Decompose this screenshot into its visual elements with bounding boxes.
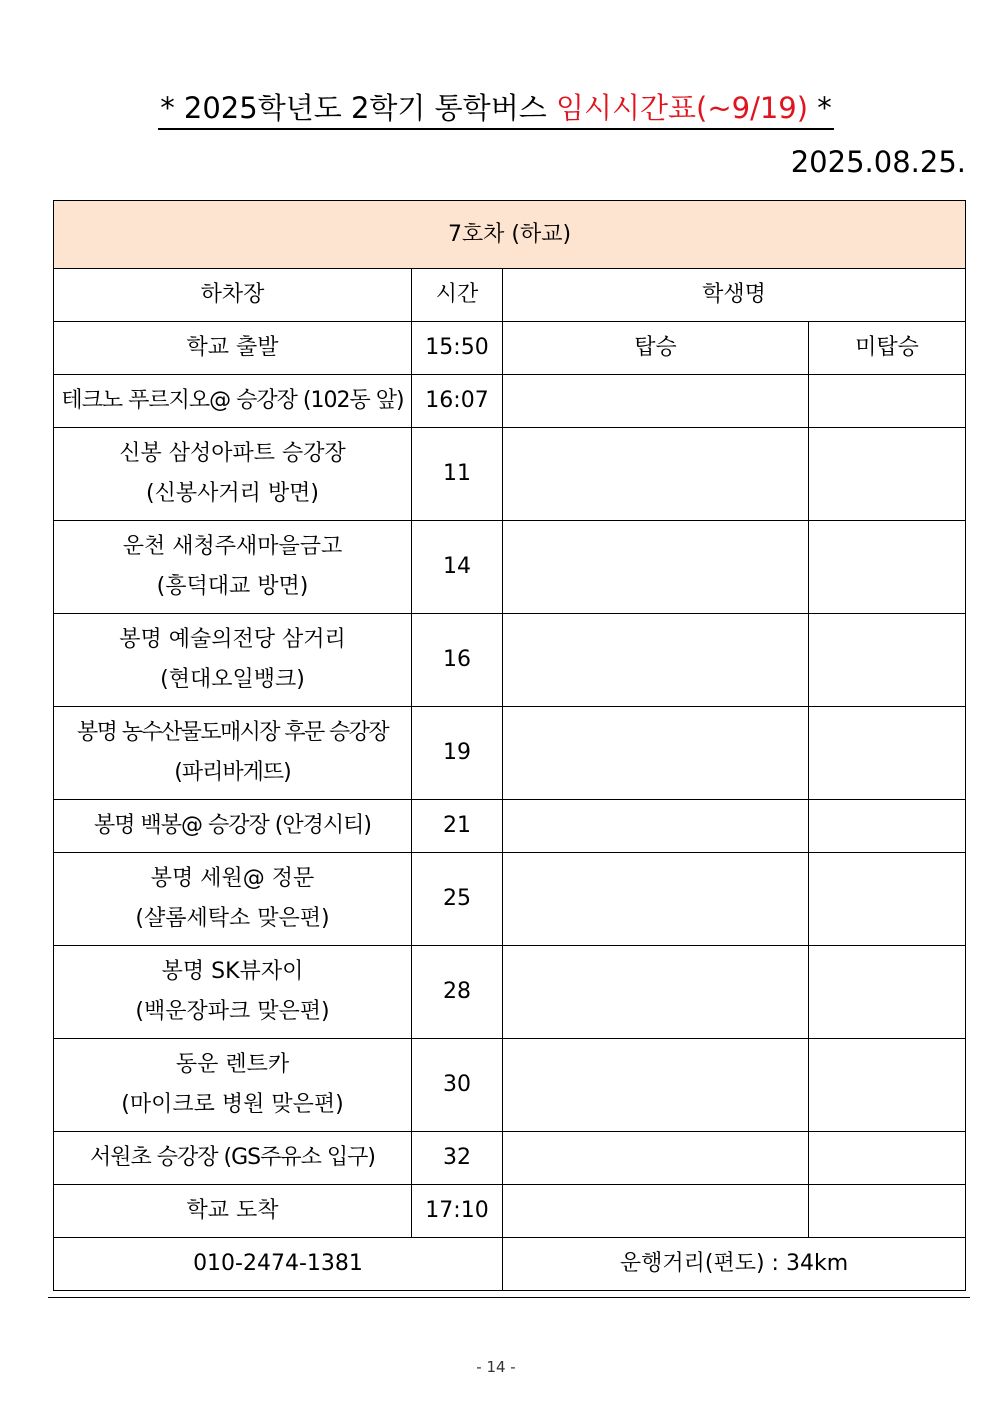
stop-name-line2: (마이크로 병원 맞은편) <box>121 1092 344 1117</box>
stop-time: 21 <box>412 800 503 853</box>
noboard-cell[interactable] <box>809 1132 966 1185</box>
arrival-time: 17:10 <box>412 1185 503 1238</box>
stop-name-line2: (파리바게뜨) <box>174 760 291 785</box>
footer-row <box>54 1238 966 1291</box>
stop-row <box>54 614 966 707</box>
stop-name-line1: 운천 새청주새마을금고 <box>122 534 343 559</box>
noboard-cell[interactable] <box>809 1039 966 1132</box>
title-highlight: 임시시간표(~9/19) <box>555 91 809 125</box>
stop-row <box>54 707 966 800</box>
title-prefix: * 2025학년도 2학기 통학버스 <box>160 91 556 125</box>
bottom-divider <box>48 1297 970 1298</box>
header-stop: 하차장 <box>54 269 412 322</box>
board-cell[interactable] <box>503 1039 809 1132</box>
stop-name-line1: 봉명 세원@ 정문 <box>150 866 315 891</box>
stop-row <box>54 1132 966 1185</box>
bus-title: 7호차 (하교) <box>54 201 966 269</box>
board-cell[interactable] <box>503 375 809 428</box>
stop-name <box>54 800 412 853</box>
stop-time: 16 <box>412 614 503 707</box>
noboard-cell[interactable] <box>809 614 966 707</box>
arrival-label: 학교 도착 <box>54 1185 412 1238</box>
board-cell[interactable] <box>503 800 809 853</box>
board-cell[interactable] <box>503 428 809 521</box>
stop-time: 30 <box>412 1039 503 1132</box>
board-cell[interactable] <box>503 521 809 614</box>
stop-name-line1: 서원초 승강장 (GS주유소 입구) <box>90 1145 375 1170</box>
board-cell[interactable] <box>503 853 809 946</box>
stop-name-line1: 봉명 백봉@ 승강장 (안경시티) <box>94 813 371 838</box>
stop-name <box>54 1039 412 1132</box>
bus-title-row <box>54 201 966 269</box>
noboard-cell[interactable] <box>809 375 966 428</box>
board-cell[interactable] <box>503 946 809 1039</box>
board-header: 탑승 <box>503 322 809 375</box>
stop-row <box>54 800 966 853</box>
stop-name-line1: 테크노 푸르지오@ 승강장 (102동 앞) <box>61 388 404 413</box>
title-suffix: * <box>808 91 832 125</box>
stop-row <box>54 853 966 946</box>
header-row <box>54 269 966 322</box>
stop-row <box>54 1039 966 1132</box>
stop-row <box>54 428 966 521</box>
stop-name-line2: (신봉사거리 방면) <box>146 481 319 506</box>
noboard-cell[interactable] <box>809 1185 966 1238</box>
noboard-cell[interactable] <box>809 800 966 853</box>
header-time: 시간 <box>412 269 503 322</box>
board-cell[interactable] <box>503 614 809 707</box>
stop-name <box>54 428 412 521</box>
header-students: 학생명 <box>503 269 966 322</box>
noboard-cell[interactable] <box>809 853 966 946</box>
stop-name-line1: 신봉 삼성아파트 승강장 <box>119 441 346 466</box>
stop-name <box>54 946 412 1039</box>
stop-name-line2: (흥덕대교 방면) <box>156 574 309 599</box>
stop-time: 11 <box>412 428 503 521</box>
stop-name <box>54 521 412 614</box>
stop-row <box>54 375 966 428</box>
board-cell[interactable] <box>503 1132 809 1185</box>
stop-row <box>54 946 966 1039</box>
stop-time: 14 <box>412 521 503 614</box>
document-title <box>0 88 992 130</box>
departure-label: 학교 출발 <box>54 322 412 375</box>
route-distance: 운행거리(편도) : 34km <box>503 1238 966 1291</box>
page-number: - 14 - <box>476 1358 516 1376</box>
stop-name <box>54 853 412 946</box>
stop-name-line1: 봉명 농수산물도매시장 후문 승강장 <box>77 720 388 745</box>
noboard-header: 미탑승 <box>809 322 966 375</box>
departure-row <box>54 322 966 375</box>
stop-time: 32 <box>412 1132 503 1185</box>
stop-name-line2: (현대오일뱅크) <box>160 667 305 692</box>
stop-time: 28 <box>412 946 503 1039</box>
stop-name-line2: (백운장파크 맞은편) <box>135 999 330 1024</box>
board-cell[interactable] <box>503 707 809 800</box>
stop-name-line1: 동운 렌트카 <box>175 1052 290 1077</box>
stop-name-line1: 봉명 예술의전당 삼거리 <box>119 627 346 652</box>
departure-time: 15:50 <box>412 322 503 375</box>
stop-name-line1: 봉명 SK뷰자이 <box>161 959 304 984</box>
stop-name-line2: (샬롬세탁소 맞은편) <box>135 906 330 931</box>
stop-time: 25 <box>412 853 503 946</box>
noboard-cell[interactable] <box>809 521 966 614</box>
document-title-underline <box>158 88 834 130</box>
noboard-cell[interactable] <box>809 707 966 800</box>
stop-name <box>54 1132 412 1185</box>
noboard-cell[interactable] <box>809 946 966 1039</box>
stop-time: 19 <box>412 707 503 800</box>
contact-phone: 010-2474-1381 <box>54 1238 503 1291</box>
stop-name <box>54 614 412 707</box>
stop-time: 16:07 <box>412 375 503 428</box>
board-cell[interactable] <box>503 1185 809 1238</box>
stop-name <box>54 375 412 428</box>
stop-name <box>54 707 412 800</box>
arrival-row <box>54 1185 966 1238</box>
document-date: 2025.08.25. <box>790 145 966 179</box>
bus-schedule-table <box>53 200 966 1291</box>
stop-row <box>54 521 966 614</box>
noboard-cell[interactable] <box>809 428 966 521</box>
